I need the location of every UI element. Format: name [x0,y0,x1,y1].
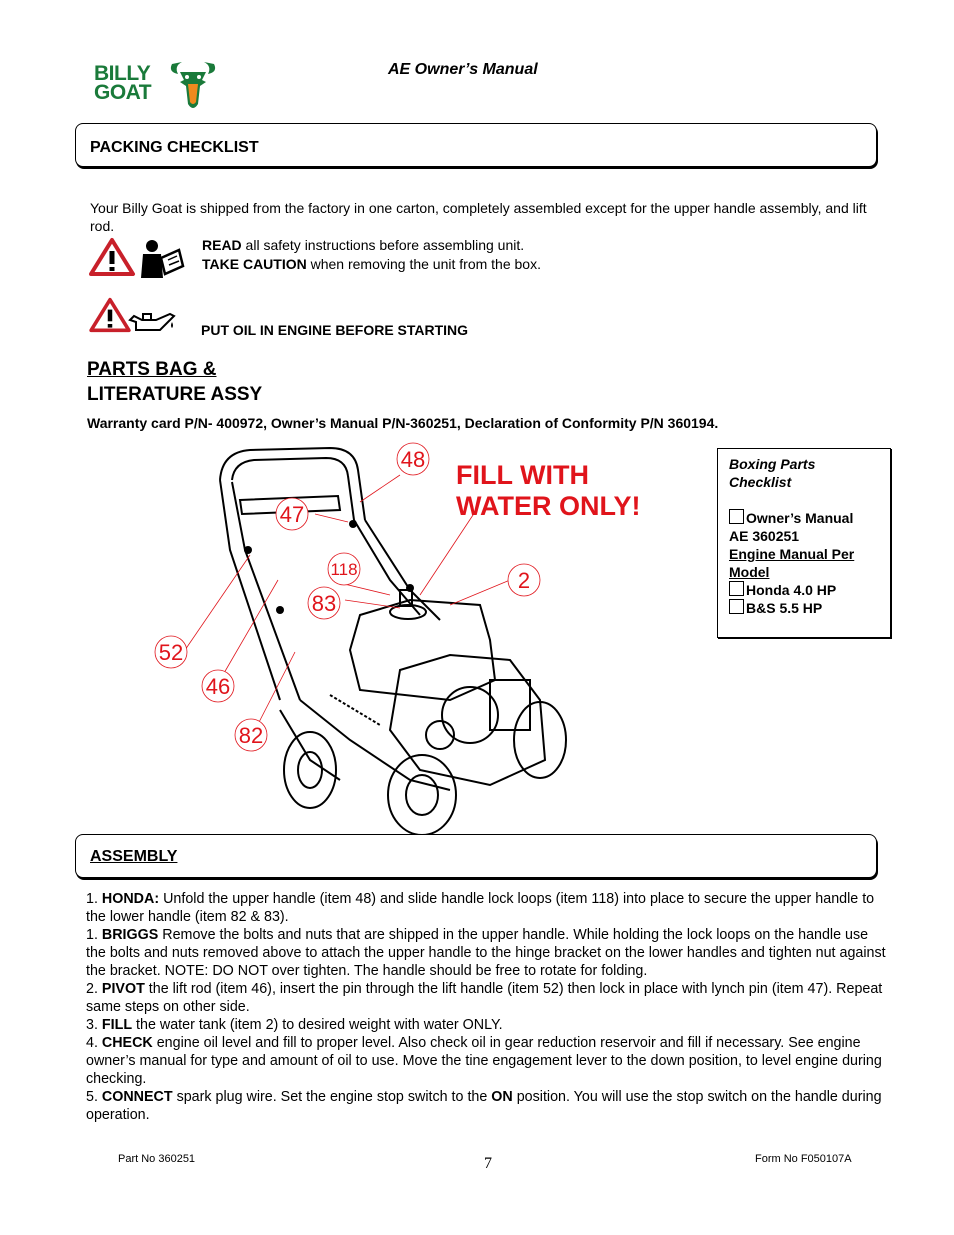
caution-text: when removing the unit from the box. [306,256,541,272]
checklist-item-owners-manual[interactable]: Owner’s Manual [729,509,889,527]
warning-triangle-icon [88,237,136,277]
assembly-step: 1. BRIGGS Remove the bolts and nuts that are shipped in the upper handle. While holding the lock loops on the handle use the bolts and nuts removed above to attach the upper handle to the hinge bracket on the lower handles and tighten nut against the bracket. NOTE: DO NOT over tighten. The handle should be free to rotate for folding. [86,927,886,979]
footer-part-no: Part No 360251 [118,1153,196,1165]
checklist-title-line1: Boxing Parts [729,456,816,472]
assembly-heading: ASSEMBLY [90,848,178,865]
callout-number-52: 52 [158,640,184,665]
logo-word-billy: BILLY [94,62,151,85]
read-text: all safety instructions before assembling unit. [241,237,525,253]
warning-triangle-icon [88,297,132,333]
callout-number-82: 82 [238,723,264,748]
callout-number-83: 83 [311,591,337,616]
caution-label: TAKE CAUTION [202,256,307,272]
checklist-item-owners-manual-part: AE 360251 [729,528,800,544]
caution-instruction [202,255,541,274]
read-label: READ [202,237,242,253]
goat-head-icon [166,58,220,112]
assembly-steps [86,890,886,1124]
checkbox-icon[interactable] [729,581,744,596]
checklist-title-line2: Checklist [729,474,792,490]
assembly-step: 2. PIVOT the lift rod (item 46), insert the pin through the lift handle (item 52) then lock in place with lynch pin (item 47). Repeat same steps on other side. [86,981,883,1015]
fill-water-line2: WATER ONLY! [456,491,641,521]
billy-goat-logo [92,58,220,112]
checklist-item-honda[interactable]: Honda 4.0 HP [729,581,889,599]
parts-bag-heading [87,357,262,407]
warranty-line: Warranty card P/N- 400972, Owner’s Manual P/N-360251, Declaration of Conformity P/N 360194. [87,415,719,431]
assembly-step: 1. HONDA: Unfold the upper handle (item 48) and slide handle lock loops (item 118) into place to secure the upper handle to the lower handle (item 82 & 83). [86,891,875,925]
assembly-step: 5. CONNECT spark plug wire. Set the engine stop switch to the ON position. You will use the stop switch on the handle during operation. [86,1089,882,1123]
callout-number-47: 47 [279,502,305,527]
checklist-item-briggs[interactable]: B&S 5.5 HP [729,599,889,617]
oil-notice: PUT OIL IN ENGINE BEFORE STARTING [201,322,469,338]
callout-number-48: 48 [400,447,426,472]
packing-checklist-heading: PACKING CHECKLIST [90,139,259,156]
read-manual-icon [139,238,185,278]
footer-form-no: Form No F050107A [755,1153,852,1165]
fill-water-warning [456,460,641,522]
read-instruction [202,236,524,255]
packing-intro: Your Billy Goat is shipped from the factory in one carton, completely assembled except for the upper handle assembly, and lift rod. [90,200,867,234]
callout-number-118: 118 [330,560,358,579]
callout-number-2: 2 [517,568,531,593]
page-number: 7 [484,1155,492,1172]
packing-checklist-heading-box [75,123,877,167]
manual-title: AE Owner’s Manual [388,61,538,78]
assembly-step: 3. FILL the water tank (item 2) to desired weight with water ONLY. [86,1017,503,1033]
fill-water-line1: FILL WITH [456,460,589,490]
assembly-step: 4. CHECK engine oil level and fill to proper level. Also check oil in gear reduction reservoir and fill if necessary. See engine owner’s manual for type and amount of oil to use. Move the tine engagement lever to the down position, to level engine during checking. [86,1035,882,1087]
oil-can-icon [128,310,176,334]
engine-manual-heading-line2: Model [729,564,770,580]
assembly-heading-box [75,834,877,878]
checkbox-icon[interactable] [729,599,744,614]
parts-bag-heading-line2: LITERATURE ASSY [87,384,263,405]
callout-number-46: 46 [205,674,231,699]
checkbox-icon[interactable] [729,509,744,524]
parts-bag-heading-line1: PARTS BAG & [87,359,217,380]
engine-manual-heading-line1: Engine Manual Per [729,546,855,562]
boxing-parts-checklist [717,448,891,638]
logo-word-goat: GOAT [94,81,152,104]
